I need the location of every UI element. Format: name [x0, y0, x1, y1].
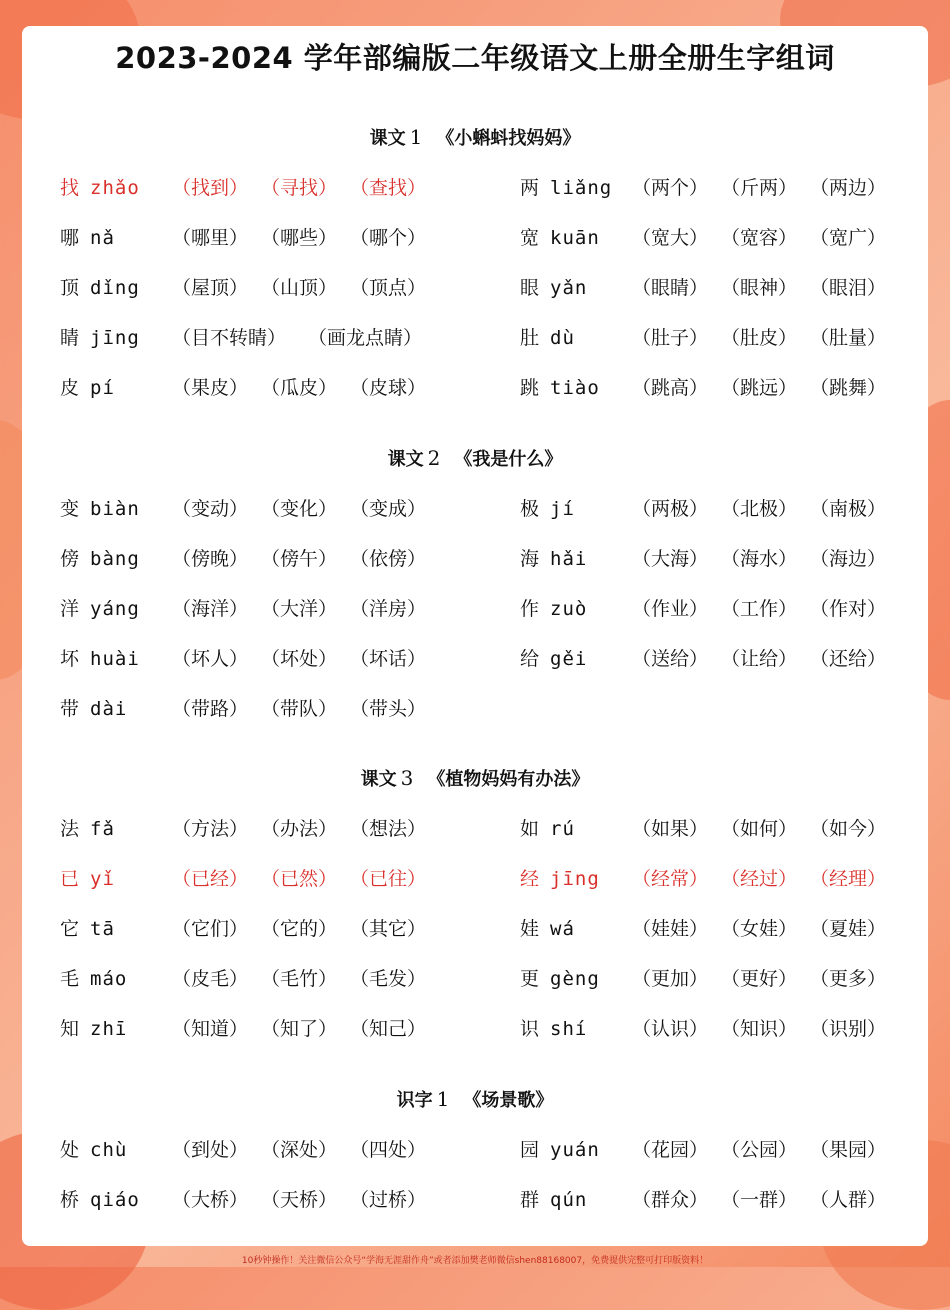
char-row [520, 544, 899, 571]
char-row [520, 914, 899, 941]
section-name: 《我是什么》 [454, 449, 563, 470]
char-row [60, 1185, 439, 1212]
char-row [520, 273, 899, 300]
char-row [520, 1185, 899, 1212]
char-row [60, 694, 439, 721]
word: （坏人） [172, 648, 249, 670]
word: （天桥） [261, 1189, 338, 1211]
pinyin: jīng [90, 327, 140, 349]
pinyin: yǐ [90, 868, 115, 890]
word: （坏话） [350, 648, 427, 670]
word: （让给） [721, 648, 798, 670]
word: （果园） [810, 1139, 887, 1161]
char: 坏 [60, 648, 80, 670]
word: （知识） [721, 1018, 798, 1040]
word: （到处） [172, 1139, 249, 1161]
word: （它的） [261, 918, 338, 940]
char: 经 [520, 868, 540, 890]
word: （知道） [172, 1018, 249, 1040]
word: （傍晚） [172, 548, 249, 570]
char: 皮 [60, 377, 80, 399]
word: （识别） [810, 1018, 887, 1040]
word: （办法） [261, 818, 338, 840]
word: （瓜皮） [261, 377, 338, 399]
word: （更好） [721, 968, 798, 990]
word: （皮毛） [172, 968, 249, 990]
pinyin: hǎi [550, 548, 588, 570]
word: （肚量） [810, 327, 887, 349]
char-row [60, 223, 439, 250]
pinyin: gèng [550, 968, 600, 990]
word: （哪些） [261, 227, 338, 249]
pinyin: yǎn [550, 277, 588, 299]
word: （如果） [632, 818, 709, 840]
char: 变 [60, 498, 80, 520]
char: 娃 [520, 918, 540, 940]
char-row [60, 1014, 439, 1041]
char: 处 [60, 1139, 80, 1161]
word: （女娃） [721, 918, 798, 940]
pinyin: qún [550, 1189, 588, 1211]
char-row [520, 373, 899, 400]
word: （过桥） [350, 1189, 427, 1211]
char-row [60, 964, 439, 991]
word: （画龙点睛） [308, 327, 423, 349]
word: （海边） [810, 548, 887, 570]
pinyin: tā [90, 918, 115, 940]
section-heading [0, 445, 950, 471]
word: （经理） [810, 868, 887, 890]
char: 已 [60, 868, 80, 890]
word: （经过） [721, 868, 798, 890]
pinyin: jīng [550, 868, 600, 890]
char: 群 [520, 1189, 540, 1211]
word: （依傍） [350, 548, 427, 570]
word: （皮球） [350, 377, 427, 399]
char-row [520, 494, 899, 521]
section-name: 《场景歌》 [463, 1090, 554, 1111]
word: （山顶） [261, 277, 338, 299]
word: （斤两） [721, 177, 798, 199]
char-row [60, 1135, 439, 1162]
word: （深处） [261, 1139, 338, 1161]
word: （北极） [721, 498, 798, 520]
section-number: 1 [436, 1087, 450, 1111]
word: （更加） [632, 968, 709, 990]
word: （查找） [350, 177, 427, 199]
char-row [60, 914, 439, 941]
char: 眼 [520, 277, 540, 299]
word: （群众） [632, 1189, 709, 1211]
word: （宽容） [721, 227, 798, 249]
char: 极 [520, 498, 540, 520]
char: 桥 [60, 1189, 80, 1211]
worksheet-paper [22, 26, 928, 1246]
word: （送给） [632, 648, 709, 670]
pinyin: bàng [90, 548, 140, 570]
word: （眼睛） [632, 277, 709, 299]
word: （花园） [632, 1139, 709, 1161]
char: 它 [60, 918, 80, 940]
word: （认识） [632, 1018, 709, 1040]
section-heading-label: 课文 [387, 449, 424, 470]
word: （寻找） [261, 177, 338, 199]
word: （想法） [350, 818, 427, 840]
word: （两极） [632, 498, 709, 520]
pinyin: dài [90, 698, 128, 720]
word: （带路） [172, 698, 249, 720]
pinyin: pí [90, 377, 115, 399]
char: 顶 [60, 277, 80, 299]
char: 如 [520, 818, 540, 840]
char-row [520, 594, 899, 621]
char: 法 [60, 818, 80, 840]
word: （带队） [261, 698, 338, 720]
pinyin: fǎ [90, 818, 115, 840]
section-heading [0, 124, 950, 150]
pinyin: kuān [550, 227, 600, 249]
word: （找到） [172, 177, 249, 199]
section-heading-label: 课文 [360, 769, 397, 790]
word: （变成） [350, 498, 427, 520]
word: （南极） [810, 498, 887, 520]
char-row [520, 814, 899, 841]
word: （人群） [810, 1189, 887, 1211]
page-title: 2023-2024 学年部编版二年级语文上册全册生字组词 [115, 41, 835, 75]
char-row [520, 323, 899, 350]
word: （已经） [172, 868, 249, 890]
word: （还给） [810, 648, 887, 670]
word: （娃娃） [632, 918, 709, 940]
char-row [60, 644, 439, 671]
char: 洋 [60, 598, 80, 620]
char: 作 [520, 598, 540, 620]
word: （工作） [721, 598, 798, 620]
word: （经常） [632, 868, 709, 890]
word: （海洋） [172, 598, 249, 620]
char-row [520, 173, 899, 200]
word: （果皮） [172, 377, 249, 399]
word: （眼神） [721, 277, 798, 299]
char: 毛 [60, 968, 80, 990]
pinyin: nǎ [90, 227, 115, 249]
section-number: 2 [427, 446, 441, 470]
word: （跳舞） [810, 377, 887, 399]
char-row [520, 1014, 899, 1041]
char: 两 [520, 177, 540, 199]
pinyin: yáng [90, 598, 140, 620]
section-name: 《植物妈妈有办法》 [427, 769, 590, 790]
char: 跳 [520, 377, 540, 399]
word: （眼泪） [810, 277, 887, 299]
char: 傍 [60, 548, 80, 570]
pinyin: zhī [90, 1018, 128, 1040]
char-row [60, 494, 439, 521]
char-row [520, 223, 899, 250]
word: （宽广） [810, 227, 887, 249]
word: （洋房） [350, 598, 427, 620]
word: （毛竹） [261, 968, 338, 990]
word: （顶点） [350, 277, 427, 299]
word: （跳高） [632, 377, 709, 399]
char-row [520, 864, 899, 891]
char: 找 [60, 177, 80, 199]
section-name: 《小蝌蚪找妈妈》 [436, 128, 581, 149]
pinyin: rú [550, 818, 575, 840]
char-row [60, 323, 444, 350]
word: （作业） [632, 598, 709, 620]
word: （坏处） [261, 648, 338, 670]
char-row [60, 814, 439, 841]
char: 园 [520, 1139, 540, 1161]
section-number: 1 [409, 125, 423, 149]
word: （毛发） [350, 968, 427, 990]
pinyin: liǎng [550, 177, 613, 199]
char-row [520, 644, 899, 671]
char-row [60, 544, 439, 571]
word: （目不转睛） [172, 327, 287, 349]
footer-note: 10秒钟操作！关注微信公众号“学海无涯甜作舟”或者添加樊老师微信shen88168007，免费提供完整可打印版资料！ [241, 1256, 709, 1266]
pinyin: wá [550, 918, 575, 940]
char-row [60, 373, 439, 400]
word: （已往） [350, 868, 427, 890]
word: （已然） [261, 868, 338, 890]
char-row [520, 1135, 899, 1162]
word: （哪个） [350, 227, 427, 249]
word: （傍午） [261, 548, 338, 570]
word: （大洋） [261, 598, 338, 620]
word: （肚子） [632, 327, 709, 349]
word: （方法） [172, 818, 249, 840]
char: 带 [60, 698, 80, 720]
pinyin: gěi [550, 648, 588, 670]
pinyin: dù [550, 327, 575, 349]
word: （海水） [721, 548, 798, 570]
pinyin: tiào [550, 377, 600, 399]
word: （宽大） [632, 227, 709, 249]
section-heading-label: 识字 [396, 1090, 433, 1111]
word: （它们） [172, 918, 249, 940]
word: （哪里） [172, 227, 249, 249]
word: （变动） [172, 498, 249, 520]
word: （如今） [810, 818, 887, 840]
pinyin: máo [90, 968, 128, 990]
char: 宽 [520, 227, 540, 249]
char: 知 [60, 1018, 80, 1040]
char: 更 [520, 968, 540, 990]
word: （一群） [721, 1189, 798, 1211]
word: （如何） [721, 818, 798, 840]
word: （知己） [350, 1018, 427, 1040]
word: （其它） [350, 918, 427, 940]
word: （两边） [810, 177, 887, 199]
char: 肚 [520, 327, 540, 349]
word: （带头） [350, 698, 427, 720]
pinyin: zuò [550, 598, 588, 620]
char: 给 [520, 648, 540, 670]
char: 海 [520, 548, 540, 570]
section-heading [0, 765, 950, 791]
pinyin: dǐng [90, 277, 140, 299]
char-row [60, 864, 439, 891]
pinyin: chù [90, 1139, 128, 1161]
word: （屋顶） [172, 277, 249, 299]
word: （肚皮） [721, 327, 798, 349]
word: （作对） [810, 598, 887, 620]
char: 识 [520, 1018, 540, 1040]
char: 哪 [60, 227, 80, 249]
word: （更多） [810, 968, 887, 990]
pinyin: shí [550, 1018, 588, 1040]
pinyin: qiáo [90, 1189, 140, 1211]
word: （大桥） [172, 1189, 249, 1211]
word: （变化） [261, 498, 338, 520]
pinyin: huài [90, 648, 140, 670]
pinyin: biàn [90, 498, 140, 520]
word: （知了） [261, 1018, 338, 1040]
char: 睛 [60, 327, 80, 349]
char-row [60, 273, 439, 300]
word: （跳远） [721, 377, 798, 399]
pinyin: yuán [550, 1139, 600, 1161]
section-heading [0, 1086, 950, 1112]
section-heading-label: 课文 [369, 128, 406, 149]
word: （四处） [350, 1139, 427, 1161]
word: （公园） [721, 1139, 798, 1161]
char-row [520, 964, 899, 991]
pinyin: zhǎo [90, 177, 140, 199]
char-row [60, 173, 439, 200]
word: （夏娃） [810, 918, 887, 940]
word: （大海） [632, 548, 709, 570]
char-row [60, 594, 439, 621]
word: （两个） [632, 177, 709, 199]
section-number: 3 [400, 766, 414, 790]
pinyin: jí [550, 498, 575, 520]
